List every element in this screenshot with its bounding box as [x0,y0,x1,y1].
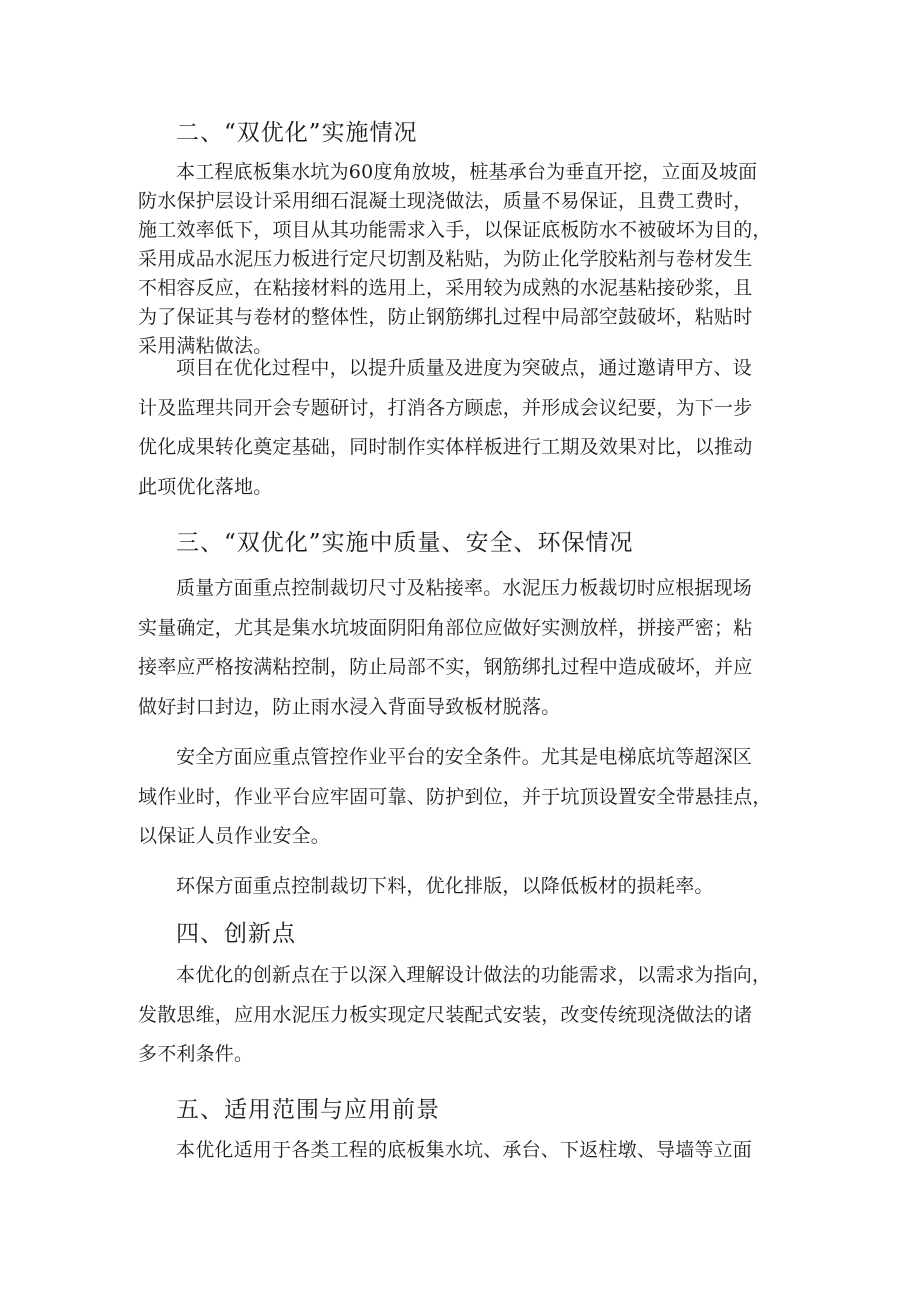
paragraph [138,1131,752,1171]
paragraph-line: 质量方面重点控制裁切尺寸及粘接率。水泥压力板裁切时应根据现场 [176,577,753,599]
paragraph [138,569,752,727]
paragraph [138,349,752,507]
paragraph [138,738,772,857]
section-heading-2: 二、“双优化”实施情况 [176,120,418,146]
paragraph-line: 采用成品水泥压力板进行定尺切割及粘贴，为防止化学胶粘剂与卷材发生 [138,248,753,270]
paragraph [138,956,771,1075]
paragraph-line: 为了保证其与卷材的整体性，防止钢筋绑扎过程中局部空鼓破坏，粘贴时 [138,306,753,328]
paragraph-line: 施工效率低下，项目从其功能需求入手，以保证底板防水不被破坏为目的， [138,219,772,241]
paragraph-line: 防水保护层设计采用细石混凝土现浇做法，质量不易保证，且费工费时， [138,190,753,212]
paragraph-line: 做好封口封边，防止雨水浸入背面导致板材脱落。 [138,695,561,718]
paragraph-line: 计及监理共同开会专题研讨，打消各方顾虑，并形成会议纪要，为下一步 [138,396,753,419]
paragraph-line: 实量确定，尤其是集水坑坡面阴阳角部位应做好实测放样，拼接严密；粘 [138,616,753,639]
paragraph-line: 本工程底板集水坑为60度角放坡，桩基承台为垂直开挖，立面及坡面 [176,161,758,183]
paragraph-line: 发散思维，应用水泥压力板实现定尺装配式安装，改变传统现浇做法的诸 [138,1003,753,1026]
paragraph-line: 接率应严格按满粘控制，防止局部不实，钢筋绑扎过程中造成破坏，并应 [138,656,753,678]
paragraph [138,158,772,361]
paragraph-line: 域作业时，作业平台应牢固可靠、防护到位，并于坑顶设置安全带悬挂点， [138,785,772,808]
paragraph-line: 采用满粘做法。 [138,335,273,357]
section-heading-3: 三、“双优化”实施中质量、安全、环保情况 [176,530,634,556]
paragraph-line: 环保方面重点控制裁切下料，优化排版，以降低板材的损耗率。 [176,875,714,897]
paragraph-line: 不相容反应，在粘接材料的选用上，采用较为成熟的水泥基粘接砂浆，且 [138,277,753,299]
paragraph-line: 项目在优化过程中，以提升质量及进度为突破点，通过邀请甲方、设 [176,357,753,379]
paragraph-line: 多不利条件。 [138,1043,254,1065]
paragraph-line: 安全方面应重点管控作业平台的安全条件。尤其是电梯底坑等超深区 [176,746,753,768]
section-heading-4: 四、创新点 [176,921,296,947]
paragraph-line: 本优化适用于各类工程的底板集水坑、承台、下返柱墩、导墙等立面 [176,1139,753,1161]
paragraph [138,867,714,907]
section-heading-5: 五、适用范围与应用前景 [176,1097,440,1123]
paragraph-line: 以保证人员作业安全。 [138,825,331,847]
paragraph-line: 此项优化落地。 [138,475,273,498]
paragraph-line: 优化成果转化奠定基础，同时制作实体样板进行工期及效果对比，以推动 [138,436,753,458]
paragraph-line: 本优化的创新点在于以深入理解设计做法的功能需求，以需求为指向， [176,964,772,986]
